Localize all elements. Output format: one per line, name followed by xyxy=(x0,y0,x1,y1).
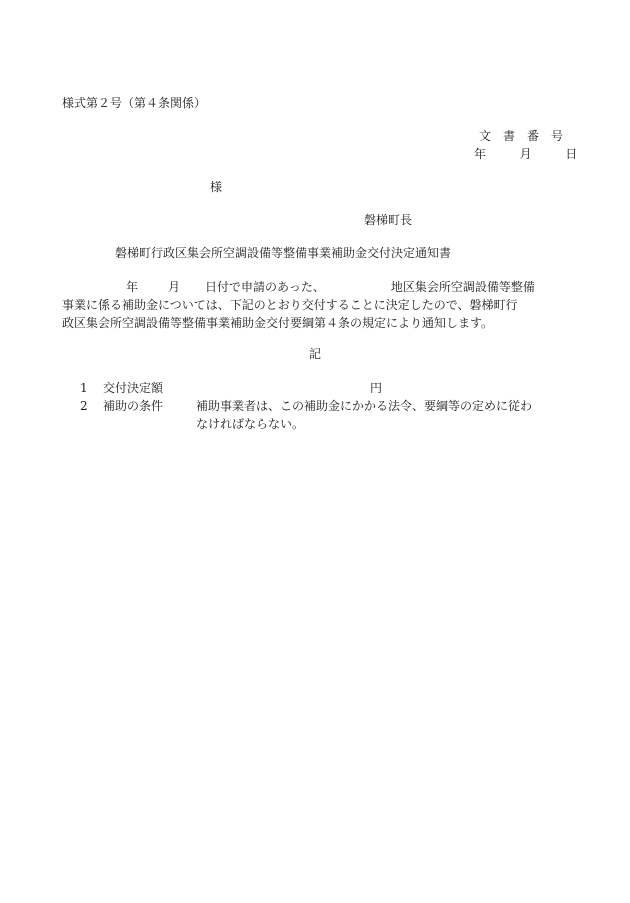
body-year: 年 xyxy=(126,280,139,294)
document-number-label: 文 書 番 号 xyxy=(479,129,564,143)
item-2-text-line-2: なければならない。 xyxy=(196,417,305,431)
addressee-suffix: 様 xyxy=(210,180,223,194)
item-2-label: 補助の条件 xyxy=(103,399,164,413)
notice-body xyxy=(62,278,576,332)
date-day: 日 xyxy=(565,147,578,161)
body-line-1 xyxy=(62,278,576,296)
item-1-unit: 円 xyxy=(370,381,383,395)
body-line-2: 事業に係る補助金については、下記のとおり交付することに決定したので、磐梯町行 xyxy=(62,298,518,312)
item-2-text-line-1: 補助事業者は、この補助金にかかる法令、要綱等の定めに従わ xyxy=(196,399,533,413)
item-1-number: 1 xyxy=(80,381,88,395)
body-line-1-b: 地区集会所空調設備等整備 xyxy=(390,280,535,294)
sender-name: 磐梯町長 xyxy=(364,213,413,227)
date-year: 年 xyxy=(474,147,487,161)
form-number: 様式第２号（第４条関係） xyxy=(62,96,207,110)
date-month: 月 xyxy=(519,147,532,161)
item-1-label: 交付決定額 xyxy=(103,381,164,395)
body-line-3: 政区集会所空調設備等整備事業補助金交付要綱第４条の規定により通知します。 xyxy=(62,316,494,330)
document-title: 磐梯町行政区集会所空調設備等整備事業補助金交付決定通知書 xyxy=(115,246,452,260)
item-2-number: 2 xyxy=(80,399,88,413)
date-line xyxy=(474,146,577,162)
body-month: 月 xyxy=(168,280,181,294)
body-line-1-a: 日付で申請のあった、 xyxy=(205,280,325,294)
ki-heading: 記 xyxy=(309,347,322,361)
